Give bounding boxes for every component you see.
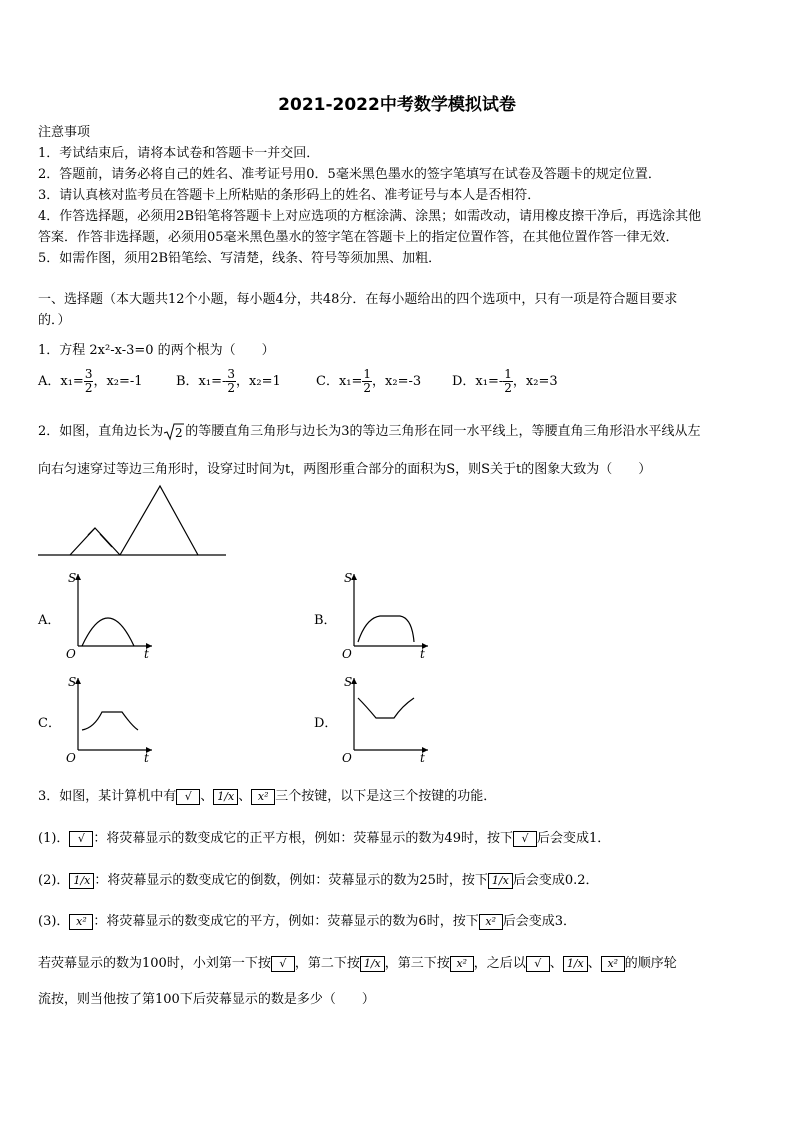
q3-function-2-text: ：将荧幕显示的数变成它的倒数，例如：荧幕显示的数为25时，按下 <box>94 873 488 888</box>
square-key-icon: x² <box>69 914 93 930</box>
notice-item: 答案．作答非选择题，必须用05毫米黑色墨水的签字笔在答题卡上的指定位置作答，在其他位置作答一律无效． <box>38 230 679 245</box>
separator: 、 <box>238 789 252 804</box>
fraction-numerator: 1 <box>504 367 512 381</box>
sqrt-key-icon: √ <box>176 789 200 805</box>
q2-stem-line1 <box>38 420 701 442</box>
sqrt-key-icon: √ <box>271 956 295 972</box>
fraction-denominator: 2 <box>363 381 372 395</box>
origin-label: O <box>66 647 76 660</box>
origin-label: O <box>342 751 352 764</box>
q1-option-c-prefix: C．x₁= <box>316 374 363 389</box>
q3-stem-suffix: 三个按键，以下是这三个按键的功能． <box>275 789 497 804</box>
reciprocal-key-icon: 1/x <box>213 789 238 805</box>
q2-option-d-graph <box>336 672 432 764</box>
axis-s-label: S <box>68 675 77 689</box>
fraction-denominator: 2 <box>84 381 93 395</box>
q3-function-3-prefix: (3)． <box>38 914 70 929</box>
axis-s-label: S <box>344 571 353 585</box>
section-heading-line2: 的．） <box>38 313 71 328</box>
reciprocal-key-icon: 1/x <box>360 956 385 972</box>
reciprocal-key-icon: 1/x <box>488 873 513 889</box>
axis-t-label: t <box>420 751 425 764</box>
notice-item: 5．如需作图，须用2B铅笔绘、写清楚，线条、符号等须加黑、加粗． <box>38 251 442 266</box>
q3-question-line1 <box>38 952 677 972</box>
q2-option-b-label: B． <box>314 613 337 628</box>
reciprocal-key-icon: 1/x <box>69 873 94 889</box>
q3-function-1-suffix: 后会变成1． <box>536 831 611 846</box>
q3-function-3-text: ：将荧幕显示的数变成它的平方，例如：荧幕显示的数为6时，按下 <box>93 914 479 929</box>
square-key-icon: x² <box>479 914 503 930</box>
q3-function-2-suffix: 后会变成0.2． <box>512 873 599 888</box>
q1-option-a-suffix: ，x₂=-1 <box>93 374 143 389</box>
separator: 、 <box>549 956 563 971</box>
section-heading-line1: 一、选择题（本大题共12个小题，每小题4分，共48分．在每小题给出的四个选项中，只有一项是符合题目要求 <box>38 292 678 307</box>
q2-option-d-label: D． <box>314 716 338 731</box>
q3-question-line2: 流按，则当他按了第100下后荧幕显示的数是多少（ ） <box>38 992 375 1007</box>
q1-option-b-suffix: ，x₂=1 <box>236 374 281 389</box>
q3-question-text: ，第二下按 <box>294 956 360 971</box>
axis-t-label: t <box>144 647 149 660</box>
square-key-icon: x² <box>450 956 474 972</box>
q3-question-text: 若荧幕显示的数为100时，小刘第一下按 <box>38 956 271 971</box>
q3-function-2-prefix: (2)． <box>38 873 70 888</box>
fraction-numerator: 1 <box>363 367 372 381</box>
q3-function-1-prefix: (1)． <box>38 831 70 846</box>
sqrt-symbol <box>163 422 185 442</box>
q3-stem <box>38 785 496 805</box>
sqrt-key-icon: √ <box>513 831 537 847</box>
notice-item: 3．请认真核对监考员在答题卡上所粘贴的条形码上的姓名、准考证号与本人是否相符． <box>38 188 541 203</box>
axis-s-label: S <box>68 571 77 585</box>
separator: 、 <box>200 789 214 804</box>
q3-function-2 <box>38 869 599 889</box>
notice-heading: 注意事项 <box>38 125 91 140</box>
square-key-icon: x² <box>601 956 625 972</box>
square-key-icon: x² <box>251 789 275 805</box>
axis-t-label: t <box>144 751 149 764</box>
q3-function-1 <box>38 827 610 847</box>
sqrt-radicand: 2 <box>175 425 183 440</box>
q1-option-c-fraction <box>362 368 372 395</box>
q3-function-3-suffix: 后会变成3． <box>502 914 576 929</box>
q3-function-1-text: ：将荧幕显示的数变成它的正平方根，例如：荧幕显示的数为49时，按下 <box>93 831 513 846</box>
notice-item: 1．考试结束后，请将本试卷和答题卡一并交回． <box>38 146 320 161</box>
q1-option-d-prefix: D．x₁=- <box>452 374 504 389</box>
q1-option-a-prefix: A．x₁= <box>38 374 84 389</box>
axis-s-label: S <box>344 675 353 689</box>
axis-t-label: t <box>420 647 425 660</box>
sqrt-key-icon: √ <box>526 956 550 972</box>
q1-option-c-suffix: ，x₂=-3 <box>372 374 422 389</box>
q2-triangles-diagram <box>38 482 233 558</box>
q2-option-c-graph <box>60 672 156 764</box>
fraction-denominator: 2 <box>227 381 236 395</box>
q1-option-c <box>316 368 421 395</box>
q1-option-b-prefix: B．x₁=- <box>176 374 227 389</box>
fraction-numerator: 3 <box>227 367 236 381</box>
q2-option-b-graph <box>336 568 432 660</box>
q1-option-d-suffix: ，x₂=3 <box>512 374 558 389</box>
q2-option-c-label: C． <box>38 716 61 731</box>
reciprocal-key-icon: 1/x <box>563 956 588 972</box>
q3-question-text: 的顺序轮 <box>624 956 677 971</box>
q2-stem-prefix: 2．如图，直角边长为 <box>38 424 164 439</box>
separator: 、 <box>587 956 601 971</box>
q2-stem-line2: 向右匀速穿过等边三角形时，设穿过时间为t，两图形重合部分的面积为S，则S关于t的图象大致为（ ） <box>38 462 652 477</box>
sqrt-key-icon: √ <box>69 831 93 847</box>
notice-item: 2．答题前，请务必将自己的姓名、准考证号用0．5毫米黑色墨水的签字笔填写在试卷及答题卡的规定位置． <box>38 167 661 182</box>
q1-stem: 1．方程 2x²-x-3=0 的两个根为（ ） <box>38 343 275 358</box>
origin-label: O <box>342 647 352 660</box>
q3-question-text: ，之后以 <box>473 956 526 971</box>
q1-option-a <box>38 368 143 395</box>
q2-stem-suffix: 的等腰直角三角形与边长为3的等边三角形在同一水平线上，等腰直角三角形沿水平线从左 <box>185 424 701 439</box>
q1-option-b <box>176 368 281 395</box>
q1-option-d <box>452 368 558 395</box>
origin-label: O <box>66 751 76 764</box>
q3-question-text: ，第三下按 <box>384 956 450 971</box>
fraction-numerator: 3 <box>84 367 93 381</box>
q3-function-3 <box>38 910 576 930</box>
q3-stem-prefix: 3．如图，某计算机中有 <box>38 789 177 804</box>
q2-option-a-label: A． <box>38 613 61 628</box>
page-title: 2021-2022中考数学模拟试卷 <box>278 95 516 115</box>
notice-item: 4．作答选择题，必须用2B铅笔将答题卡上对应选项的方框涂满、涂黑；如需改动，请用橡皮擦干净后，再选涂其他 <box>38 209 702 224</box>
fraction-denominator: 2 <box>504 381 512 395</box>
q1-option-b-fraction <box>226 368 236 395</box>
q2-option-a-graph <box>60 568 156 660</box>
q1-option-d-fraction <box>503 368 513 395</box>
